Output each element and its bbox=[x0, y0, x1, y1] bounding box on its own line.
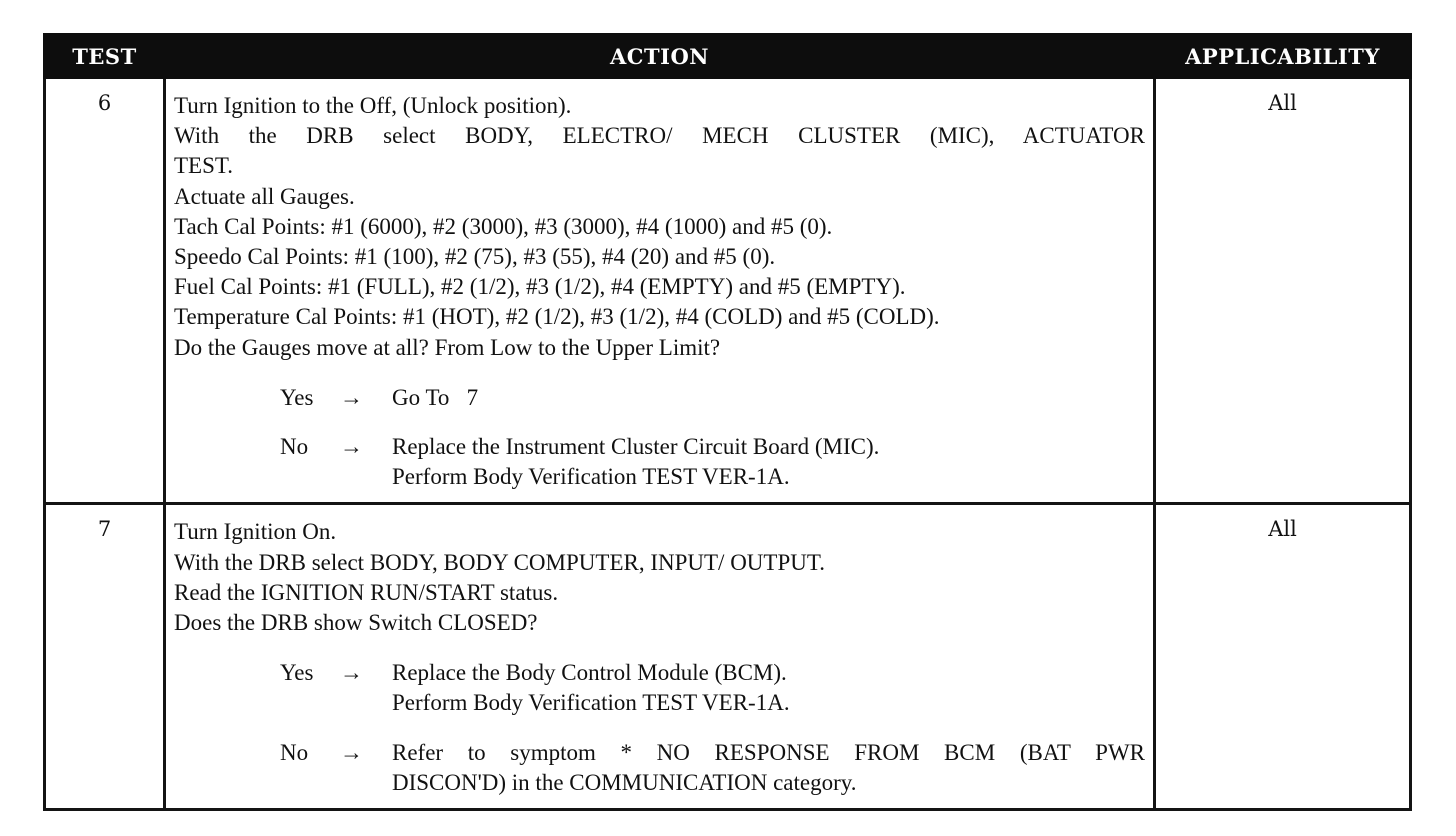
instruction-line: Read the IGNITION RUN/START status. bbox=[174, 579, 559, 605]
right-arrow-icon: → bbox=[340, 434, 363, 460]
table-row bbox=[45, 504, 1411, 810]
action-cell bbox=[165, 78, 1155, 504]
header-applicability: APPLICABILITY bbox=[1155, 35, 1411, 78]
test-number-cell: 7 bbox=[45, 504, 165, 810]
outcome-text bbox=[392, 658, 1145, 718]
instruction-line: Actuate all Gauges. bbox=[174, 183, 355, 209]
instruction-line: Tach Cal Points: #1 (6000), #2 (3000), #3 (3000), #4 (1000) and #5 (0). bbox=[174, 213, 833, 239]
instruction-line: Does the DRB show Switch CLOSED? bbox=[174, 610, 538, 636]
header-test: TEST bbox=[45, 35, 165, 78]
outcomes-list bbox=[174, 658, 1145, 798]
outcome-label: No bbox=[280, 434, 309, 460]
outcome-line: Go To 7 bbox=[392, 384, 479, 410]
table-row bbox=[45, 78, 1411, 504]
outcome-text bbox=[392, 432, 1145, 492]
outcome-yes bbox=[280, 383, 1145, 413]
table-body bbox=[45, 78, 1411, 810]
outcome-line: Replace the Body Control Module (BCM). bbox=[392, 660, 787, 686]
outcome-label: Yes bbox=[280, 660, 314, 686]
header-action: ACTION bbox=[165, 35, 1155, 78]
instruction-line: Temperature Cal Points: #1 (HOT), #2 (1/2), #3 (1/2), #4 (COLD) and #5 (COLD). bbox=[174, 304, 940, 330]
outcome-line: Perform Body Verification TEST VER-1A. bbox=[392, 464, 790, 490]
outcome-line: Perform Body Verification TEST VER-1A. bbox=[392, 690, 790, 716]
instruction-line: TEST. bbox=[174, 153, 233, 179]
instruction-line: Speedo Cal Points: #1 (100), #2 (75), #3 (55), #4 (20) and #5 (0). bbox=[174, 244, 776, 270]
instruction-line: Do the Gauges move at all? From Low to the Upper Limit? bbox=[174, 334, 721, 360]
applicability-cell: All bbox=[1155, 504, 1411, 810]
outcome-line: Refer to symptom * NO RESPONSE FROM BCM (BAT PWR bbox=[392, 739, 1145, 765]
outcome-label: No bbox=[280, 739, 309, 765]
outcome-no bbox=[280, 738, 1145, 798]
right-arrow-icon: → bbox=[340, 384, 363, 410]
instruction-line: Turn Ignition to the Off, (Unlock position). bbox=[174, 93, 572, 118]
outcome-yes bbox=[280, 658, 1145, 718]
outcome-label: Yes bbox=[280, 384, 314, 410]
header-row bbox=[45, 35, 1411, 78]
outcome-no bbox=[280, 432, 1145, 492]
outcome-text bbox=[392, 738, 1145, 798]
applicability-cell: All bbox=[1155, 78, 1411, 504]
outcome-line: Replace the Instrument Cluster Circuit Board (MIC). bbox=[392, 434, 880, 460]
outcome-text bbox=[392, 383, 1145, 413]
right-arrow-icon: → bbox=[340, 739, 363, 765]
right-arrow-icon: → bbox=[340, 660, 363, 686]
table-header bbox=[45, 35, 1411, 78]
test-number-cell: 6 bbox=[45, 78, 165, 504]
outcome-line: DISCON'D) in the COMMUNICATION category. bbox=[392, 769, 857, 795]
instruction-line: With the DRB select BODY, ELECTRO/ MECH CLUSTER (MIC), ACTUATOR bbox=[174, 123, 1145, 149]
instruction-line: Fuel Cal Points: #1 (FULL), #2 (1/2), #3 (1/2), #4 (EMPTY) and #5 (EMPTY). bbox=[174, 274, 906, 300]
outcomes-list bbox=[174, 383, 1145, 493]
diagnostic-test-table bbox=[43, 33, 1412, 811]
action-cell bbox=[165, 504, 1155, 810]
instruction-line: With the DRB select BODY, BODY COMPUTER, INPUT/ OUTPUT. bbox=[174, 549, 825, 575]
instruction-line: Turn Ignition On. bbox=[174, 519, 337, 545]
